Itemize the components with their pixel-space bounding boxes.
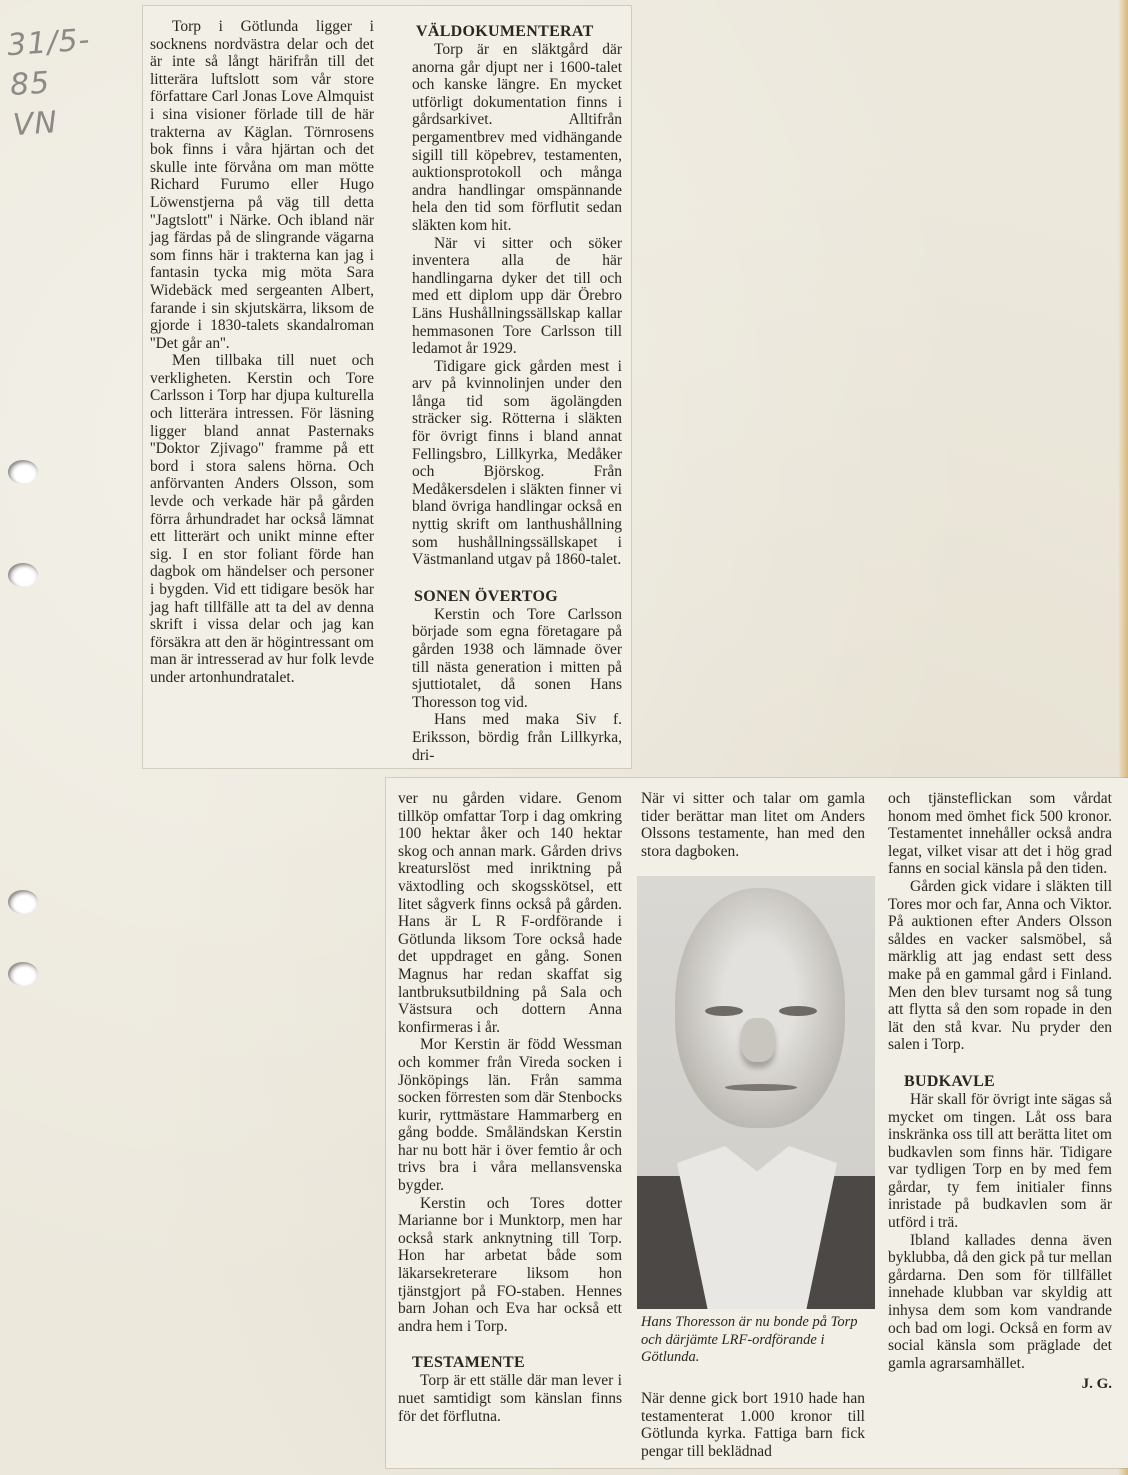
section-heading: SONEN ÖVERTOG — [414, 587, 558, 605]
paragraph: Här skall för övrigt inte sägas så mycket om tingen. Låt oss bara inskränka oss till att berätta litet om budkavlen som finns här. Tidigare var tydligen Torp en by med fem gårdar, ty fem initialer finns inristade på budkavlen som är utförd i trä. — [888, 1090, 1112, 1232]
paragraph: När vi sitter och söker inventera alla de här handlingarna dyker det till och med ett diplom upp där Örebro Läns Hushållningssällskap kallar hemmasonen Tore Carlsson till ledamot år 1929. — [412, 234, 622, 358]
punch-hole-icon — [8, 460, 38, 484]
paragraph: Torp är en släktgård där anorna går djupt ner i 1600-talet och kanske längre. En mycket utförligt dokumentation finns i gårdsarkivet. Alltifrån pergamentbrev med vidhängande sigill till köpebrev, testamenten, auktionsprotokoll och många andra handlingar omspännande hela den tid som förflutit sedan släkten kom hit. — [412, 41, 622, 234]
paragraph: Men tillbaka till nuet och verkligheten. Kerstin och Tore Carlsson i Torp har djupa kulturella och litterära intressen. För läsning ligger bland annat Pasternaks ''Doktor Zjivago'' framme på ett bord i stora salens hörna. Och anförvanten Anders Olsson, som levde och verkade här på gården förra århundradet har också lämnat ett litterärt och unikt minne efter sig. I en stor foliant förde han dagbok om händelser och personer i bygden. Vid ett tidigare besök har jag haft tillfälle att ta del av denna skrift i vissa delar och jag kan försäkra att den är högintressant om man är intresserad av hur folk levde under artonhundratalet. — [150, 352, 374, 686]
paragraph: Gården gick vidare i släkten till Tores mor och far, Anna och Viktor. På auktionen efter Anders Olsson såldes en vacker salsmöbel, så märklig att jag endast sett dess make på en gammal gård i Finland. Men den blev tursamt nog så tung att flytta så den som ropade in den lät den stå kvar. Nu pryder den salen i Torp. — [888, 877, 1112, 1054]
article-column-4-bottom — [641, 1390, 865, 1460]
punch-hole-icon — [8, 890, 38, 914]
paragraph: När denne gick bort 1910 hade han testamenterat 1.000 kronor till Götlunda kyrka. Fattiga barn fick pengar till beklädnad — [641, 1390, 865, 1460]
article-column-1 — [150, 18, 374, 687]
paragraph: Kerstin och Tores dotter Marianne bor i Munktorp, men har också stark anknytning till Torp. Hon har arbetat både som läkarsekreterare liksom hon tjänstgjort på FO-staben. Hennes barn Johan och Eva har också ett andra hem i Torp. — [398, 1194, 622, 1335]
article-column-2 — [412, 22, 622, 764]
punch-hole-icon — [8, 962, 38, 986]
paragraph: När vi sitter och talar om gamla tider berättar man litet om Anders Olssons testamente, han med den stora dagboken. — [641, 790, 865, 860]
paragraph: ver nu gården vidare. Genom tillköp omfattar Torp i dag omkring 100 hektar åker och 140 hektar skog och annan mark. Gården drivs kreaturslöst med inriktning på växtodling och skogsskötsel, ett litet sågverk finns också på gården. Hans är L R F-ordförande i Götlunda liksom Tore också hade det uppdraget en gång. Sonen Magnus har redan skaffat sig lantbruksutbildning på Sala och Västsura och dottern Anna konfirmeras i år. — [398, 790, 622, 1036]
photo-head — [675, 888, 845, 1128]
paragraph: Hans med maka Siv f. Eriksson, bördig från Lillkyrka, dri- — [412, 711, 622, 764]
section-heading: TESTAMENTE — [412, 1354, 525, 1372]
paragraph: Torp i Götlunda ligger i socknens nordvästra delar och det är inte så långt härifrån till det litterära luftslott som vår store författare Carl Jonas Love Almquist i sina visioner förlade till de här trakterna av Käglan. Törnrosens bok finns i våra hjärtan och det skulle inte förvåna om man mötte Richard Furumo eller Hugo Löwenstjerna på väg till detta ''Jagtslott'' i Närke. Och ibland när jag färdas på de slingrande vägarna som finns här i trakterna kan jag i fantasin tycka mig möta Sara Widebäck med sergeanten Albert, farande i sin skjutskärra, liksom de gjorde i 1830-talets skandalroman ''Det går an''. — [150, 18, 374, 352]
article-column-5 — [888, 790, 1112, 1394]
paragraph: Ibland kallades denna även byklubba, då den gick på tur mellan gårdarna. Den som för tillfället innehade klubban var skyldig att inhysa dem som kom vandrande och bad om logi. Också en form av social känsla som präglade det gamla agrarsamhället. — [888, 1231, 1112, 1372]
paragraph: Mor Kerstin är född Wessman och kommer från Vireda socken i Jönköpings län. Från samma socken förresten som där Stenbocks kurir, ryttmästare Hammarberg en gång bodde. Småländskan Kerstin har nu bott här i över femtio år och trivs bra i våra mellansvenska bygder. — [398, 1036, 622, 1195]
portrait-photo — [637, 876, 875, 1309]
handwritten-date: 31/5-85 — [6, 22, 92, 104]
paragraph: Torp är ett ställe där man lever i nuet samtidigt som känslan finns för det förflutna. — [398, 1372, 622, 1425]
photo-caption — [641, 1314, 869, 1367]
handwritten-initials: VN — [11, 104, 59, 144]
article-column-3 — [398, 790, 622, 1425]
punch-hole-icon — [8, 563, 38, 587]
author-signature: J. G. — [1081, 1376, 1112, 1393]
caption-text: Hans Thoresson är nu bonde på Torp och därjämte LRF-ordförande i Götlunda. — [641, 1314, 858, 1365]
article-column-4-top — [641, 790, 865, 860]
paragraph: och tjänsteflickan som vårdat honom med ömhet fick 500 kronor. Testamentet innehåller också andra legat, vilket visar att det i hög grad fanns en social känsla på den tiden. — [888, 790, 1112, 878]
handwritten-annotation — [6, 18, 134, 146]
paragraph: Kerstin och Tore Carlsson började som egna företagare på gården 1938 och lämnade över till nästa generation i mitten på sjuttiotalet, då sonen Hans Thoresson tog vid. — [412, 605, 622, 711]
section-heading: VÄLDOKUMENTERAT — [416, 23, 594, 40]
section-heading: BUDKAVLE — [904, 1072, 996, 1090]
paragraph: Tidigare gick gården mest i arv på kvinnolinjen under den långa tid som ägolängden sträcker sig. Rötterna i släkten för övrigt finns i bland annat Fellingsbro, Lillkyrka, Medåker och Björskog. Från Medåkersdelen i släkten finner vi bland övriga handlingar också en nyttig skrift om lanthushållning som hushållningssällskapet i Västmanland utgav på 1860-talet. — [412, 357, 622, 569]
